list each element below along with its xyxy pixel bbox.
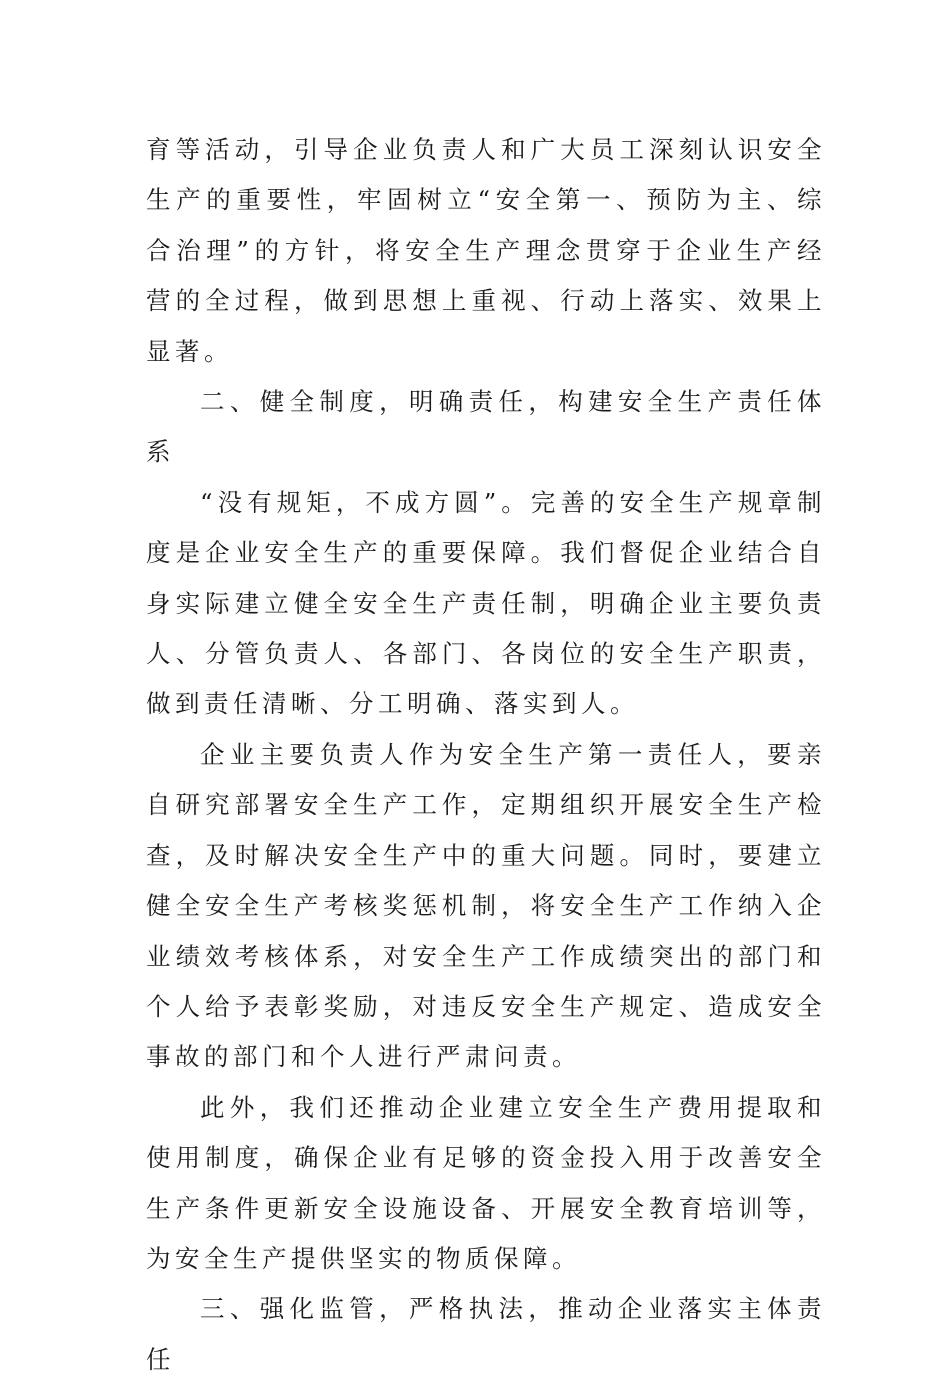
paragraph-responsibility: 企业主要负责人作为安全生产第一责任人，要亲自研究部署安全生产工作，定期组织开展安全生产检查，及时解决安全生产中的重大问题。同时，要建立健全安全生产考核奖惩机制，将安全生产工作纳入企业绩效考核体系，对安全生产工作成绩突出的部门和个人给予表彰奖励，对违反安全生产规定、造成安全事故的部门和个人进行严肃问责。 bbox=[146, 739, 826, 1072]
document-body bbox=[146, 125, 826, 1385]
section-heading-3: 三、强化监管，严格执法，推动企业落实主体责任 bbox=[146, 1294, 826, 1374]
paragraph-funding: 此外，我们还推动企业建立安全生产费用提取和使用制度，确保企业有足够的资金投入用于改善安全生产条件更新安全设施设备、开展安全教育培训等，为安全生产提供坚实的物质保障。 bbox=[146, 1092, 826, 1273]
paragraph-continuation: 育等活动，引导企业负责人和广大员工深刻认识安全生产的重要性，牢固树立“安全第一、预防为主、综合治理”的方针，将安全生产理念贯穿于企业生产经营的全过程，做到思想上重视、行动上落实、效果上显著。 bbox=[146, 135, 826, 366]
section-heading-2: 二、健全制度，明确责任，构建安全生产责任体系 bbox=[146, 387, 826, 467]
paragraph-rules: “没有规矩，不成方圆”。完善的安全生产规章制度是企业安全生产的重要保障。我们督促企业结合自身实际建立健全安全生产责任制，明确企业主要负责人、分管负责人、各部门、各岗位的安全生产职责，做到责任清晰、分工明确、落实到人。 bbox=[146, 487, 826, 719]
